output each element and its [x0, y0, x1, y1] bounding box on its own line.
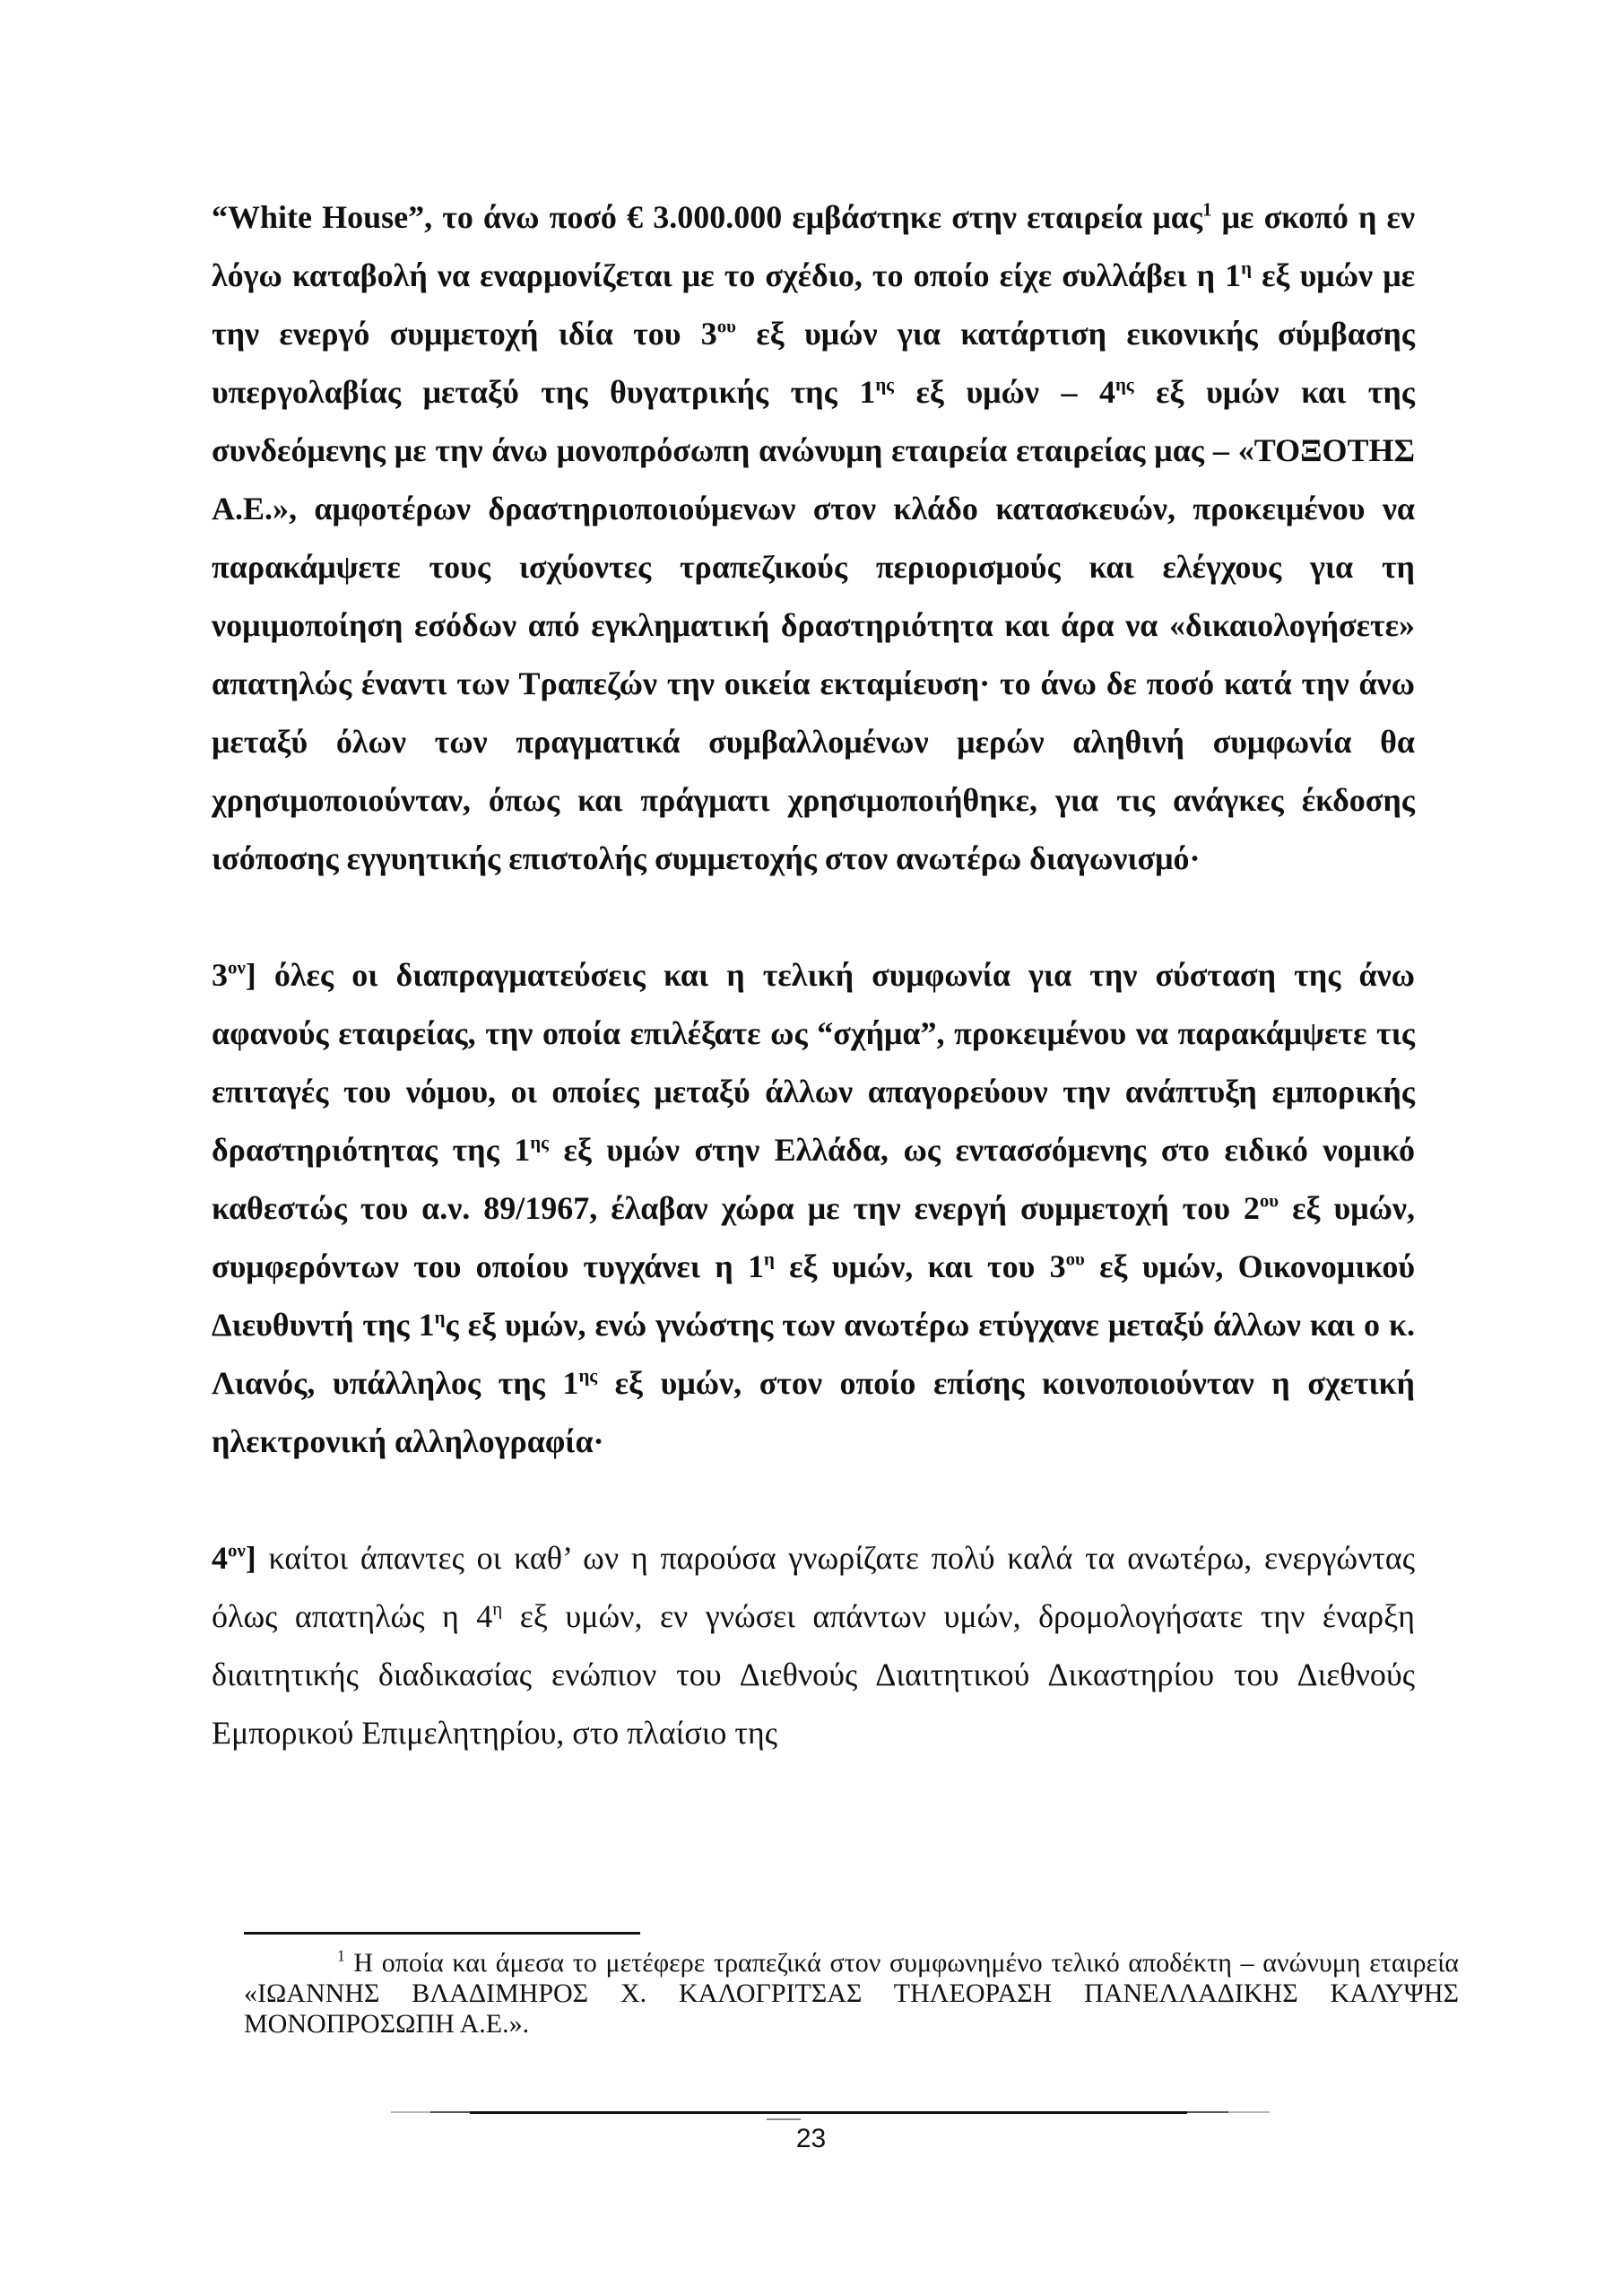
footnote-number: 1 — [337, 1946, 345, 1965]
page-number-mark — [767, 2118, 801, 2120]
superscript: 1 — [1202, 198, 1212, 221]
footnote-separator — [244, 1932, 640, 1935]
document-body — [212, 188, 1415, 1762]
superscript: ον — [228, 1539, 246, 1561]
text-run: εξ υμών με την ενεργό συμμετοχή ιδία του 3 — [212, 257, 1415, 352]
superscript: ου — [716, 315, 737, 337]
superscript: ου — [1065, 1248, 1085, 1270]
page-number: 23 — [795, 2124, 827, 2153]
paragraph-4 — [212, 1529, 1415, 1762]
text-run: εξ υμών, Οικονομικού Διευθυντή της 1 — [212, 1248, 1415, 1343]
text-run: εξ υμών στην Ελλάδα, ως εντασσόμενης στο ειδικό νομικό καθεστώς του α.ν. 89/1967, έλαβαν χώρα με την ενεργή συμμετοχή του 2 — [212, 1132, 1415, 1226]
superscript: ον — [228, 956, 246, 978]
superscript: η — [492, 1597, 503, 1620]
text-run: εξ υμών, στον οποίο επίσης κοινοποιούνταν η σχετική ηλεκτρονική αλληλογραφία· — [212, 1365, 1415, 1459]
superscript: ης — [578, 1364, 598, 1387]
text-run: 4 — [212, 1540, 228, 1576]
text-run: εξ υμών για κατάρτιση εικονικής σύμβασης υπεργολαβίας μεταξύ της θυγατρικής της 1 — [212, 316, 1415, 410]
text-run: εξ υμών, συμφερόντων του οποίου τυγχάνει η 1 — [212, 1190, 1416, 1284]
footer-rule-inner — [470, 2111, 1187, 2114]
superscript: η — [1241, 257, 1252, 279]
text-run: ς εξ υμών, ενώ γνώστης των ανωτέρω ετύγχανε μεταξύ άλλων και ο κ. Λιανός, υπάλληλος της 1 — [212, 1307, 1416, 1401]
text-run: εξ υμών, και του 3 — [774, 1248, 1066, 1284]
superscript: ης — [530, 1131, 549, 1153]
paragraph-3 — [212, 946, 1415, 1471]
text-run: 3 — [212, 957, 228, 993]
paragraph-continuation — [212, 188, 1415, 888]
text-run: ] όλες οι διαπραγματεύσεις και η τελική συμφωνία για την σύσταση της άνω αφανούς εταιρείας, την οποία επιλέξατε ως “σχήμα”, προκειμένου να παρακάμψετε τις επιταγές του νόμου, οι οποίες μεταξύ άλλων απαγορεύουν την ανάπτυξη εμπορικής δραστηριότητας της 1 — [212, 957, 1415, 1168]
text-run: καίτοι άπαντες οι καθ’ ων η παρούσα γνωρίζατε πολύ καλά τα ανωτέρω, ενεργώντας όλως απατηλώς η 4 — [212, 1540, 1415, 1634]
superscript: ης — [875, 373, 894, 396]
text-run: “White House”, το άνω ποσό € 3.000.000 εμβάστηκε στην εταιρεία μας — [212, 199, 1203, 235]
footnote-1 — [244, 1948, 1459, 2039]
footnote-text: Η οποία και άμεσα το μετέφερε τραπεζικά στον συμφωνημένο τελικό αποδέκτη – ανώνυμη εταιρεία «ΙΩΑΝΝΗΣ ΒΛΑΔΙΜΗΡΟΣ Χ. ΚΑΛΟΓΡΙΤΣΑΣ ΤΗΛΕΟΡΑΣΗ ΠΑΝΕΛΛΑΔΙΚΗΣ ΚΑΛΥΨΗΣ ΜΟΝΟΠΡΟΣΩΠΗ Α.Ε.». — [244, 1948, 1459, 2039]
text-run: εξ υμών – 4 — [894, 374, 1115, 410]
text-run: εξ υμών και της συνδεόμενης με την άνω μονοπρόσωπη ανώνυμη εταιρεία εταιρείας μας – «ΤΟΞΟΤΗΣ Α.Ε.», αμφοτέρων δραστηριοποιούμενων στον κλάδο κατασκευών, προκειμένου να παρακάμψετε τους ισχύοντες τραπεζικούς περιορισμούς και ελέγχους για τη νομιμοποίηση εσόδων από εγκληματική δραστηριότητα και άρα να «δικαιολογήσετε» απατηλώς έναντι των Τραπεζών την οικεία εκταμίευση· το άνω δε ποσό κατά την άνω μεταξύ όλων των πραγματικά συμβαλλομένων μερών αληθινή συμφωνία θα χρησιμοποιούνταν, όπως και πράγματι χρησιμοποιήθηκε, για τις ανάγκες έκδοσης ισόποσης εγγυητικής επιστολής συμμετοχής στον ανωτέρω διαγωνισμό· — [212, 374, 1415, 876]
superscript: η — [763, 1248, 775, 1270]
superscript: ης — [1115, 373, 1134, 396]
superscript: ου — [1259, 1189, 1279, 1212]
text-run: εξ υμών, εν γνώσει απάντων υμών, δρομολογήσατε την έναρξη διαιτητικής διαδικασίας ενώπιον του Διεθνούς Διαιτητικού Δικαστηρίου του Διεθνούς Εμπορικού Επιμελητηρίου, στο πλαίσιο της — [212, 1598, 1415, 1751]
text-run: ] — [245, 1540, 256, 1576]
text-run: με σκοπό η εν λόγω καταβολή να εναρμονίζεται με το σχέδιο, το οποίο είχε συλλάβει η 1 — [212, 199, 1415, 293]
superscript: η — [434, 1306, 446, 1328]
